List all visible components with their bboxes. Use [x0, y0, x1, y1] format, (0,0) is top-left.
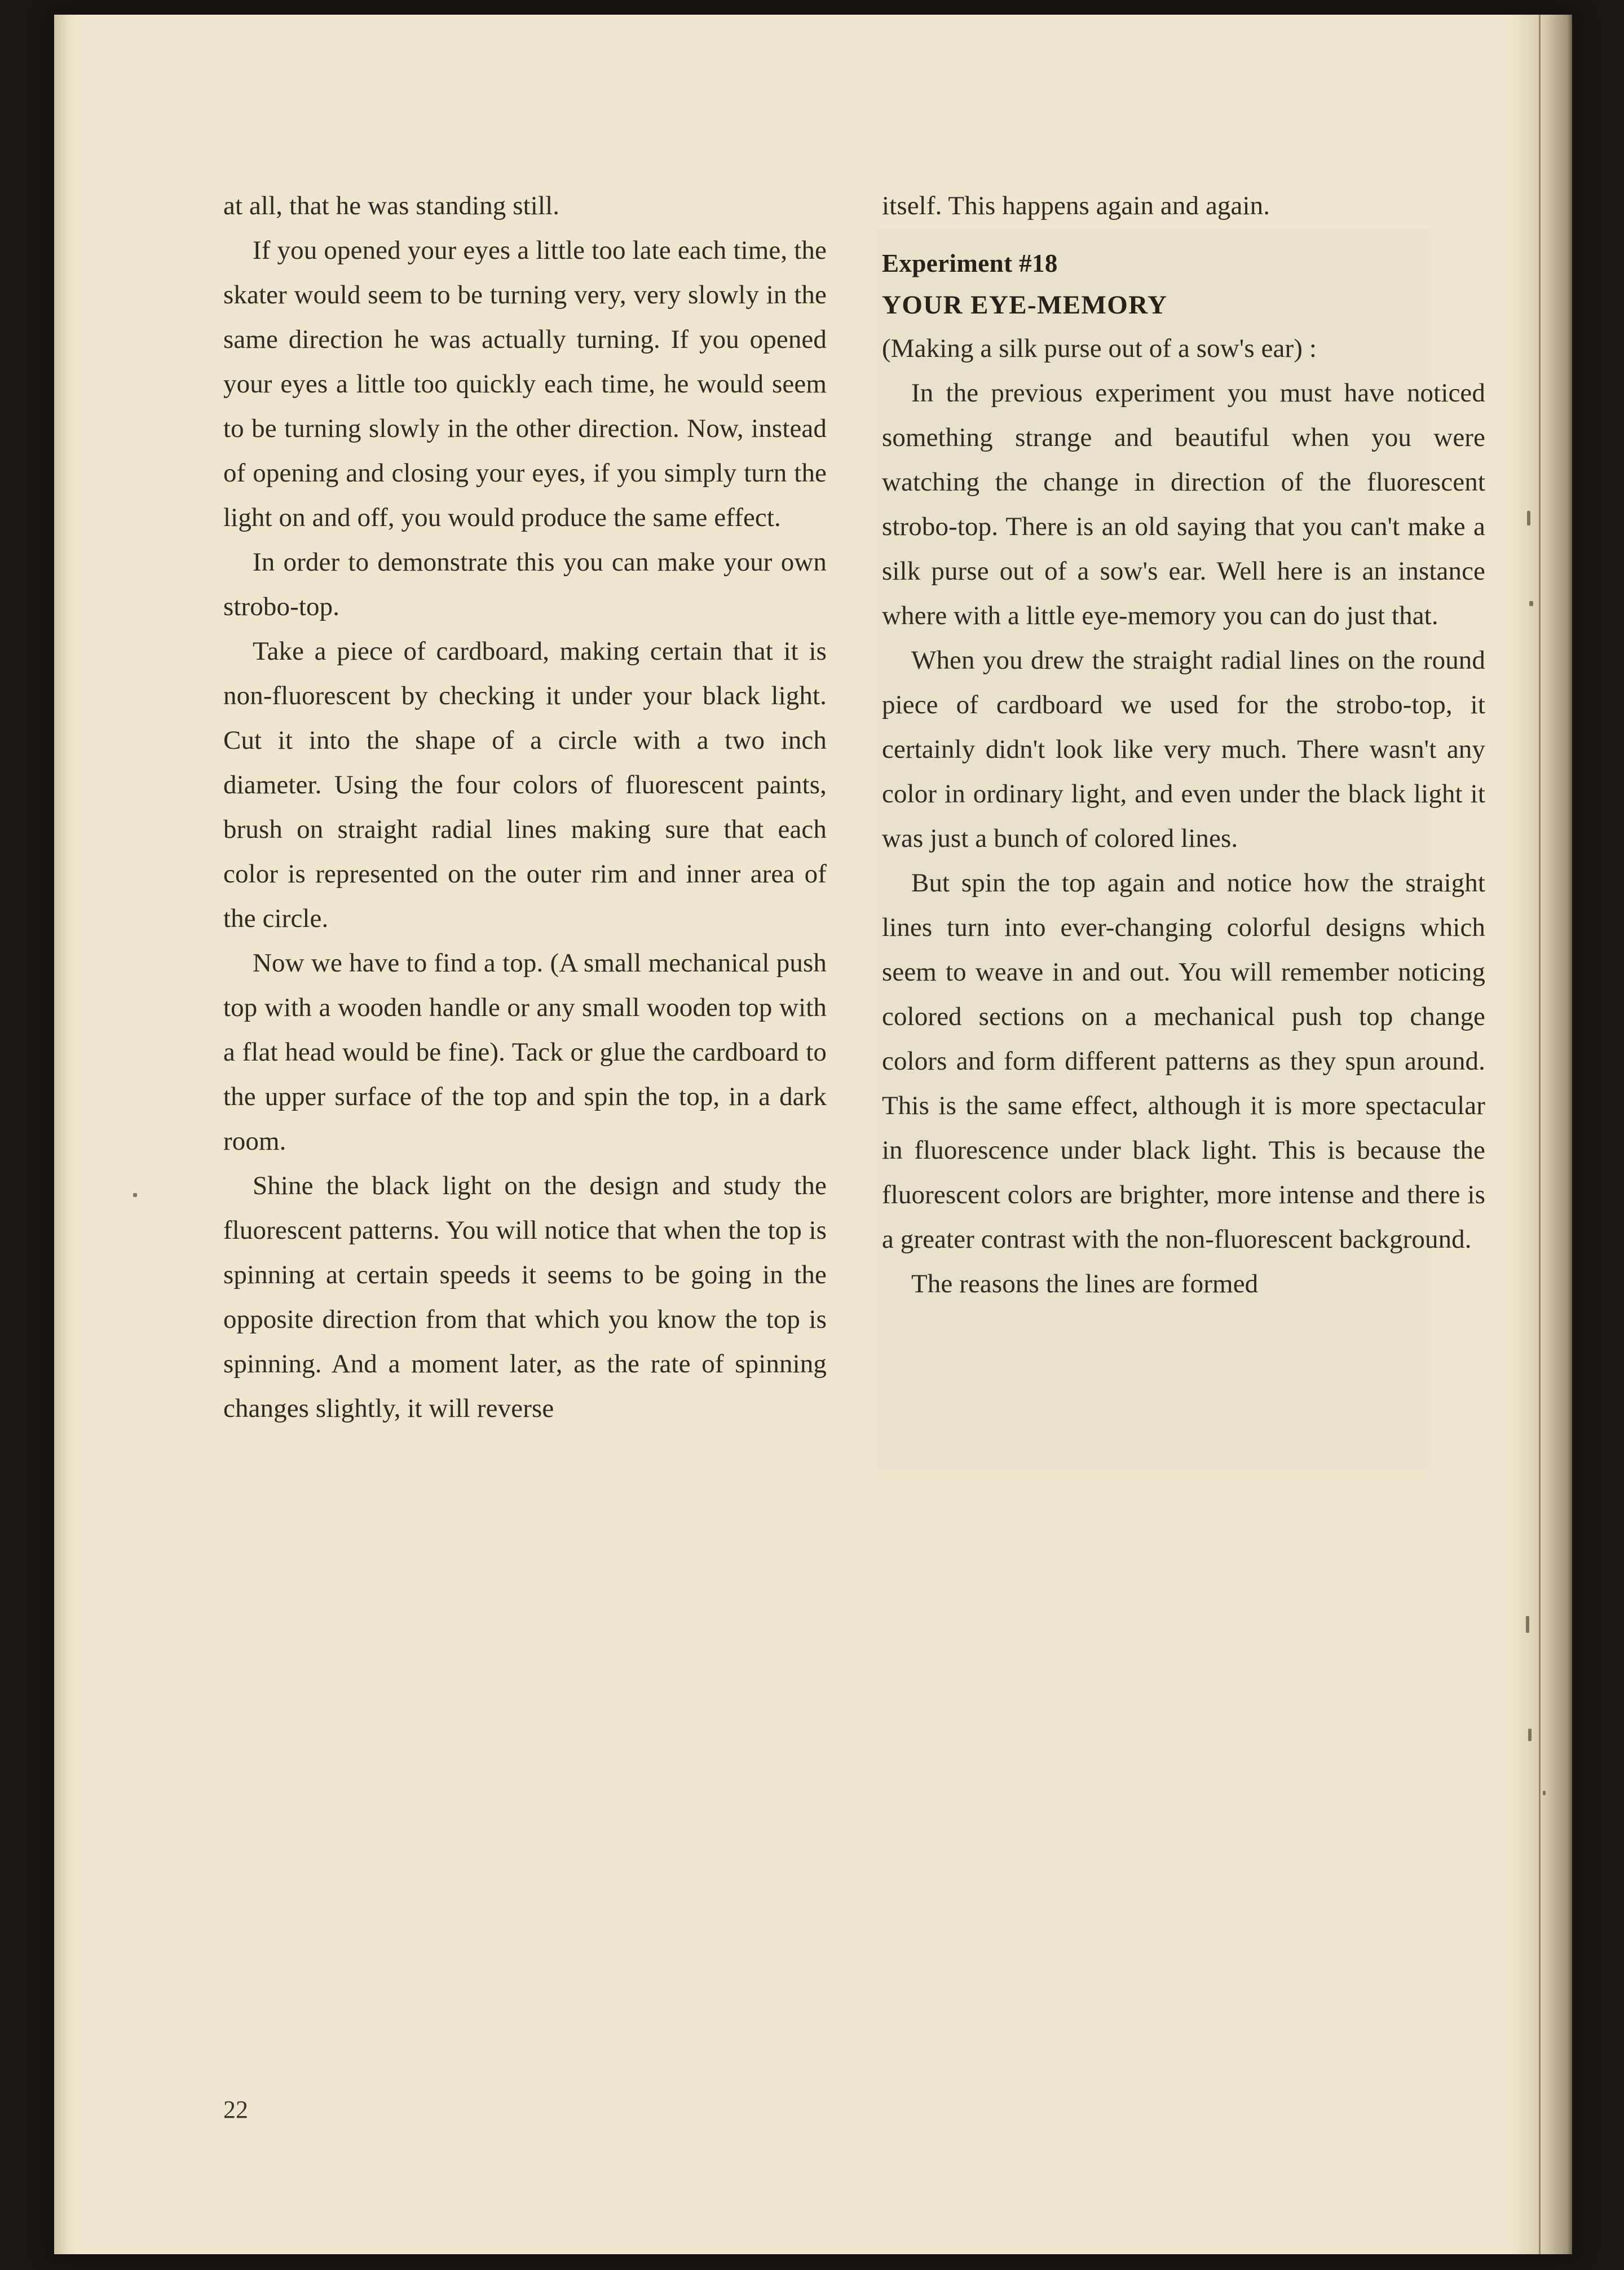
- paragraph: at all, that he was standing still.: [223, 191, 560, 220]
- left-text-column: [223, 184, 827, 1431]
- paragraph: If you opened your eyes a little too late each time, the skater would seem to be turning very, very slowly in the same direction he was actually turning. If you opened your eyes a little too quickly each time, he would seem to be turning slowly in the other direction. Now, instead of opening and closing your eyes, if you simply turn the light on and off, you would produce the same effect.: [223, 236, 827, 532]
- edge-speck: [1527, 511, 1530, 525]
- edge-speck: [133, 1193, 137, 1197]
- page-number: 22: [223, 2096, 248, 2123]
- page-left-edge: [54, 15, 74, 2254]
- page-fold-line: [1539, 15, 1541, 2254]
- experiment-number-heading: Experiment #18: [882, 249, 1058, 277]
- edge-speck: [1529, 601, 1533, 606]
- paragraph: In order to demonstrate this you can make your own strobo-top.: [223, 547, 827, 621]
- paragraph: (Making a silk purse out of a sow's ear) :: [882, 334, 1317, 363]
- edge-speck: [1528, 1729, 1532, 1741]
- text-body: [167, 184, 1485, 1977]
- paragraph: Take a piece of cardboard, making certain that it is non-fluorescent by checking it under your black light. Cut it into the shape of a circle with a two inch diameter. Using the four colors of fluorescent paints, brush on straight radial lines making sure that each color is represented on the outer rim and inner area of the circle.: [223, 637, 827, 933]
- edge-speck: [1526, 1616, 1529, 1633]
- paragraph: Now we have to find a top. (A small mechanical push top with a wooden handle or any small wooden top with a flat head would be fine). Tack or glue the cardboard to the upper surface of the top and spin the top, in a dark room.: [223, 948, 827, 1156]
- paragraph: Shine the black light on the design and study the fluorescent patterns. You will notice that when the top is spinning at certain speeds it seems to be going in the opposite direction from that which you know the top is spinning. And a moment later, as the rate of spinning changes slightly, it will reverse: [223, 1171, 827, 1423]
- experiment-title-heading: YOUR EYE-MEMORY: [882, 290, 1168, 320]
- paragraph: When you drew the straight radial lines on the round piece of cardboard we used for the strobo-top, it certainly didn't look like very much. There wasn't any color in ordinary light, and even under the black light it was just a bunch of colored lines.: [882, 646, 1485, 853]
- paragraph: itself. This happens again and again.: [882, 191, 1270, 220]
- paragraph: The reasons the lines are formed: [911, 1269, 1259, 1299]
- paragraph: But spin the top again and notice how the straight lines turn into ever-changing colorful designs which seem to weave in and out. You will remember noticing colored sections on a mechanical push top change colors and form different patterns as they spun around. This is the same effect, although it is more spectacular in fluorescence under black light. This is because the fluorescent colors are brighter, more intense and there is a greater contrast with the non-fluorescent background.: [882, 868, 1485, 1254]
- book-page: [54, 15, 1572, 2254]
- paragraph: In the previous experiment you must have noticed something strange and beautiful when you were watching the change in direction of the fluorescent strobo-top. There is an old saying that you can't make a silk purse out of a sow's ear. Well here is an instance where with a little eye-memory you can do just that.: [882, 378, 1485, 630]
- page-binding-shadow: [1510, 15, 1572, 2254]
- section-spacer: [882, 228, 1485, 243]
- right-text-column: [882, 184, 1485, 1306]
- edge-speck: [1543, 1791, 1546, 1795]
